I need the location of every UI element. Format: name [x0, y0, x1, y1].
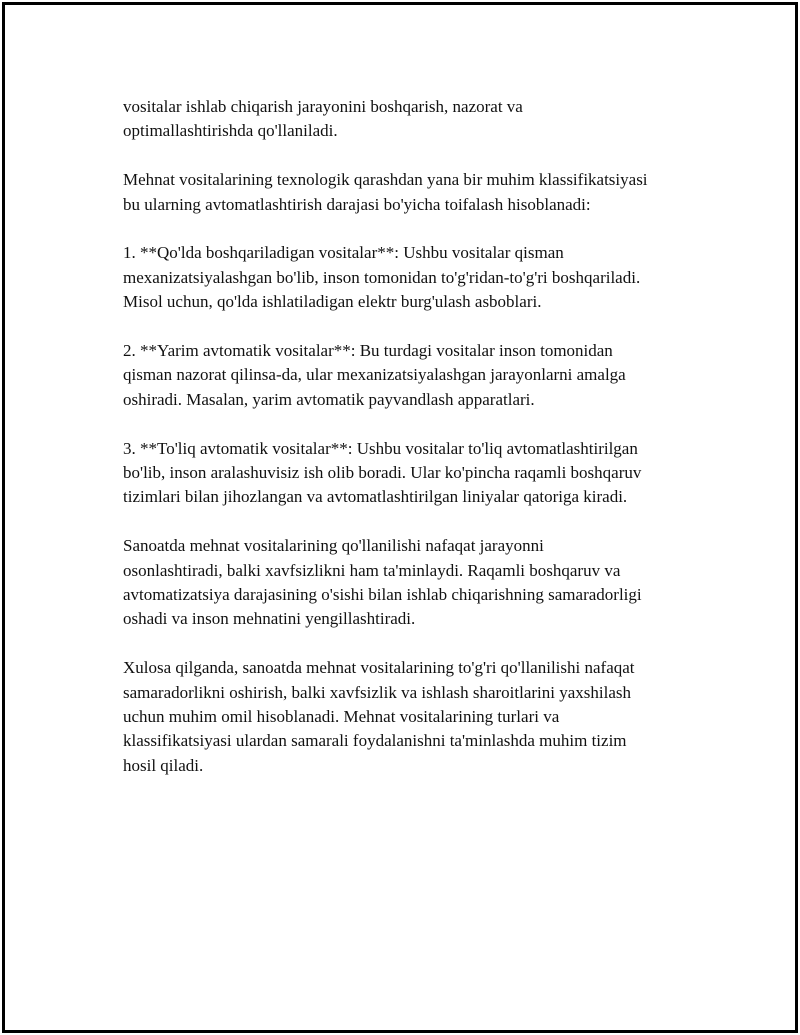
page-frame — [2, 2, 798, 1033]
list-item-fully-automatic-tools: 3. **To'liq avtomatik vositalar**: Ushbu vositalar to'liq avtomatlashtirilgan bo'lib, inson aralashuvisiz ish olib boradi. Ular ko'pincha raqamli boshqaruv tizimlari bilan jihozlangan va avtomatlashtirilgan liniyalar qatoriga kiradi. — [123, 438, 642, 507]
paragraph-intro-continuation: vositalar ishlab chiqarish jarayonini boshqarish, nazorat va optimallashtirishda qo'llaniladi. — [123, 97, 523, 141]
list-item-semi-automatic-tools: 2. **Yarim avtomatik vositalar**: Bu turdagi vositalar inson tomonidan qisman nazorat qilinsa-da, ular mexanizatsiyalashgan jarayonlarni amalga oshiradi. Masalan, yarim avtomatik payvandlash apparatlari. — [123, 341, 626, 409]
paragraph-conclusion: Xulosa qilganda, sanoatda mehnat vositalarining to'g'ri qo'llanilishi nafaqat samaradorlikni oshirish, balki xavfsizlik va ishlash sharoitlarini yaxshilash uchun muhim omil hisoblanadi. Mehnat vositalarining turlari va klassifikatsiyasi ulardan samarali foydalanishni ta'minlashda muhim tizim hosil qiladi. — [123, 658, 635, 775]
paragraph-industry-usage: Sanoatda mehnat vositalarining qo'llanilishi nafaqat jarayonni osonlashtiradi, balki xavfsizlikni ham ta'minlaydi. Raqamli boshqaruv va avtomatizatsiya darajasining o'sishi bilan ishlab chiqarishning samaradorligi oshadi va inson mehnatini yengillashtiradi. — [123, 536, 642, 629]
list-item-manual-tools: 1. **Qo'lda boshqariladigan vositalar**: Ushbu vositalar qisman mexanizatsiyalashgan bo'lib, inson tomonidan to'g'ridan-to'g'ri boshqariladi. Misol uchun, qo'lda ishlatiladigan elektr burg'ulash asboblari. — [123, 243, 641, 312]
paragraph-automation-classification: Mehnat vositalarining texnologik qarashdan yana bir muhim klassifikatsiyasi bu ularning avtomatlashtirish darajasi bo'yicha toifalash hisoblanadi: — [123, 170, 648, 214]
page-body — [123, 95, 703, 803]
